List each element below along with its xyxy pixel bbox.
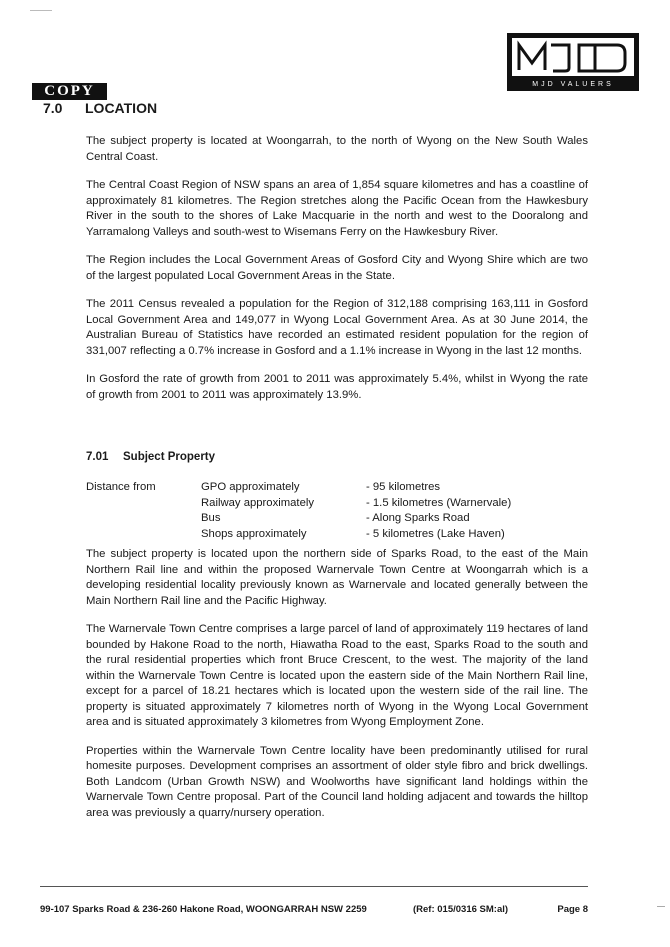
distance-place: Railway approximately	[201, 496, 315, 509]
distance-table	[86, 480, 588, 542]
paragraph: Properties within the Warnervale Town Centre locality have been predominantly utilised for rural homesite purposes. Development comprises an assortment of older style fibro and brick dwellings. Both Landcom (Urban Growth NSW) and Woolworths have significant land holdings within the Warnervale Town Centre proposal. Part of the Council land holding adjacent and towards the hilltop area was previously a quarry/nursery operation.	[86, 744, 588, 819]
footer-address: 99-107 Sparks Road & 236-260 Hakone Road, WOONGARRAH NSW 2259	[40, 904, 367, 915]
paragraph: The subject property is located upon the northern side of Sparks Road, to the east of the Main Northern Rail line and within the proposed Warnervale Town Centre at Woongarrah which is a developing residential locality previously known as Warnervale and located generally between the Main Northern Rail line and the Pacific Highway.	[86, 548, 588, 607]
distance-row	[86, 480, 588, 496]
subsection-title: Subject Property	[123, 451, 216, 463]
paragraph: The Warnervale Town Centre comprises a large parcel of land of approximately 119 hectares of land bounded by Hakone Road to the north, Hiawatha Road to the east, Sparks Road to the south and the rural residential properties which front Bruce Crescent, to the west. The majority of the land within the Warnervale Town Centre is located upon the eastern side of the Main Northern Rail line, except for a parcel of 18.21 hectares which is located upon the western side of the rail line. The property is situated approximately 7 kilometres north of Wyong in the Wyong Local Government area and is situated approximately 3 kilometres from Wyong Employment Zone.	[86, 623, 588, 728]
copy-stamp: COPY	[32, 83, 107, 100]
logo-tagline: MJD VALUERS	[532, 81, 614, 88]
page-number: Page 8	[557, 904, 588, 915]
distance-row	[86, 511, 588, 527]
subject-property-body	[86, 547, 588, 834]
distance-row	[86, 496, 588, 512]
section-number: 7.0	[43, 100, 63, 116]
mjd-logo	[507, 33, 639, 91]
distance-place: GPO approximately	[201, 481, 300, 493]
footer-reference: (Ref: 015/0316 SM:al)	[413, 904, 509, 915]
subsection-number: 7.01	[86, 451, 109, 463]
paragraph: The Region includes the Local Government Areas of Gosford City and Wyong Shire which are two of the largest populated Local Government Areas in the State.	[86, 254, 588, 282]
location-body	[86, 134, 588, 416]
paragraph: In Gosford the rate of growth from 2001 to 2011 was approximately 5.4%, whilst in Wyong the rate of growth from 2001 to 2011 was approximately 13.9%.	[86, 373, 588, 401]
distance-label: Distance from	[86, 481, 156, 493]
footer-rule	[40, 886, 588, 887]
distance-value: - 1.5 kilometres (Warnervale)	[366, 496, 512, 509]
paragraph: The 2011 Census revealed a population for the Region of 312,188 comprising 163,111 in Gosford Local Government Area and 149,077 in Wyong Local Government Area. As at 30 June 2014, the Australian Bureau of Statistics have recorded an estimated resident population for the region of 331,007 reflecting a 0.7% increase in Gosford and a 1.1% increase in Wyong in the last 12 months.	[86, 298, 588, 357]
distance-row	[86, 527, 588, 543]
section-title: LOCATION	[85, 100, 158, 116]
edge-mark	[657, 906, 665, 907]
distance-value: - 95 kilometres	[366, 481, 441, 493]
top-rule	[30, 10, 52, 11]
distance-place: Shops approximately	[201, 527, 307, 540]
distance-value: - 5 kilometres (Lake Haven)	[366, 527, 505, 540]
paragraph: The Central Coast Region of NSW spans an area of 1,854 square kilometres and has a coastline of approximately 81 kilometres. The Region stretches along the Pacific Ocean from the Hawkesbury River in the south to the shores of Lake Macquarie in the north and west to the Dooralong and Yarramalong Valleys and south-west to Wisemans Ferry on the Hawkesbury River.	[86, 179, 588, 238]
distance-value: - Along Sparks Road	[366, 512, 470, 524]
paragraph: The subject property is located at Woongarrah, to the north of Wyong on the New South Wales Central Coast.	[86, 135, 588, 163]
subsection-heading	[86, 451, 215, 463]
distance-place: Bus	[201, 512, 221, 524]
